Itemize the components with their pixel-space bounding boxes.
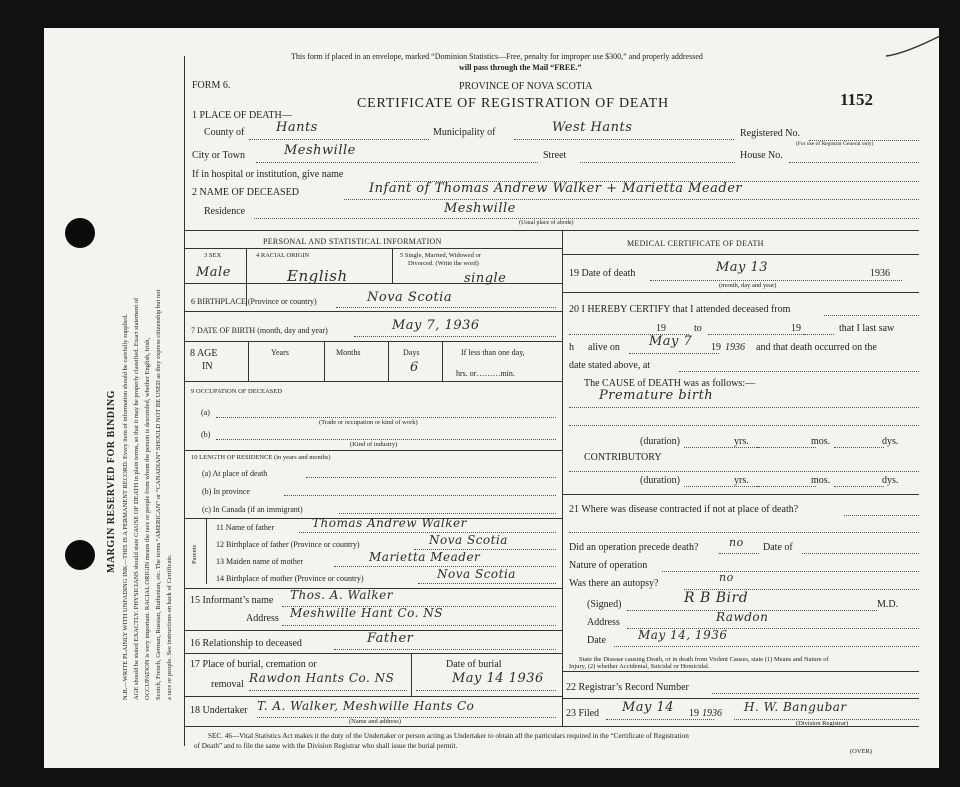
dob-value: May 7, 1936 [392,318,480,333]
margin-line-1: N.B.—WRITE PLAINLY WITH UNFADING INK—THIS IS A PERMANENT RECORD. Every item of information should be carefully supplied. [122,314,129,700]
days-label: Days [403,348,420,357]
residence-label: Residence [204,206,246,217]
informant-address-value: Meshwille Hant Co. NS [290,606,444,620]
duration-label-2: (duration) [640,475,680,486]
filed-date-value: May 14 [622,700,675,715]
medical-header: MEDICAL CERTIFICATE OF DEATH [627,239,764,248]
state-disease-note: State the Disease causing Death, or in death from Violent Causes, state (1) Means and Nature of [579,656,829,663]
age-label: 8 AGE [190,348,218,359]
filed-year-value: 1936 [702,708,722,719]
father-name-value: Thomas Andrew Walker [312,516,467,530]
city-value: Meshwille [284,143,356,158]
registrar-only-note: (For use of Registrar General only) [796,141,874,147]
check-mark-icon [884,34,944,64]
dys-label-2: dys. [882,475,899,486]
removal-label: removal [211,679,244,690]
md-date-value: May 14, 1936 [638,628,728,642]
parents-label: Parents [191,544,198,564]
cause-label: The CAUSE of DEATH was as follows:— [584,378,756,389]
residence-length-label: 10 LENGTH OF RESIDENCE (in years and months) [191,454,331,461]
autopsy-value: no [719,571,734,584]
deceased-name-value: Infant of Thomas Andrew Walker + Marietta Meader [369,181,743,196]
registrar-signature: H. W. Bangubar [744,700,847,714]
city-label: City or Town [192,150,246,161]
residence-a-label: (a) At place of death [202,469,268,478]
county-value: Hants [276,120,318,135]
name-deceased-label: 2 NAME OF DECEASED [192,187,299,198]
form-number: FORM 6. [192,80,231,91]
contributory-label: CONTRIBUTORY [584,452,662,463]
md-date-label: Date [587,635,606,646]
death-certificate [44,28,939,768]
margin-line-4: Scotch, French, German, Russian, Ruthenian, etc. The terms “AMERICAN” or “CANADIAN” SHOULD NOT BE USED as they express citizenship but not [155,289,162,700]
margin-heading: MARGIN RESERVED FOR BINDING [106,390,117,573]
registered-no-label: Registered No. [740,128,800,139]
over-note: (OVER) [850,748,873,755]
sex-label: 3 SEX [204,252,222,259]
alive-19: 19 [711,342,721,353]
division-registrar-note: (Division Registrar) [796,720,849,727]
undertaker-label: 18 Undertaker [190,705,248,716]
certify-19b: 19 [791,323,801,334]
trade-note: (Trade or occupation or kind of work) [319,419,418,426]
father-birth-label: 12 Birthplace of father (Province or country) [216,540,360,549]
dys-label-1: dys. [882,436,899,447]
alive-on-label: alive on [588,342,620,353]
relationship-label: 16 Relationship to deceased [190,638,302,649]
burial-label: 17 Place of burial, cremation or [190,659,317,670]
filed-label: 23 Filed [566,708,600,719]
operation-value: no [729,536,744,549]
date-of-label: Date of [763,542,793,553]
street-label: Street [543,150,567,161]
mother-birth-label: 14 Birthplace of mother (Province or country) [216,574,364,583]
punch-hole-bottom [65,540,95,570]
burial-date-value: May 14 1936 [452,671,544,686]
residence-c-label: (c) In Canada (if an immigrant) [202,505,303,514]
operation-label: Did an operation precede death? [569,542,699,553]
date-stated-label: date stated above, at [569,360,651,371]
registrar-record-label: 22 Registrar’s Record Number [566,682,689,693]
house-no-label: House No. [740,150,783,161]
sex-value: Male [196,265,231,280]
months-label: Months [336,348,361,357]
place-of-death-label: 1 PLACE OF DEATH— [192,110,292,121]
margin-line-2: AGE should be stated EXACTLY. PHYSICIANS should state CAUSE OF DEATH in plain terms, so that it may be properly classified. Exact statement of [133,297,140,700]
municipality-label: Municipality of [433,127,496,138]
notice-line-2: will pass through the Mail “FREE.” [459,63,582,72]
mother-birth-value: Nova Scotia [437,567,516,581]
less-day-label: If less than one day, [461,348,525,357]
residence-b-label: (b) In province [202,487,250,496]
yrs-label-1: yrs. [734,436,749,447]
years-label: Years [271,348,289,357]
hospital-label: If in hospital or institution, give name [192,169,344,180]
industry-note: (Kind of industry) [350,441,398,448]
relationship-value: Father [367,631,414,646]
racial-label: 4 RACIAL ORIGIN [256,252,310,259]
dob-label: 7 DATE OF BIRTH (month, day and year) [191,326,328,335]
marital-label: 5 Single, Married, Widowed or [400,252,481,259]
date-death-label: 19 Date of death [569,268,636,279]
duration-label-1: (duration) [640,436,680,447]
mother-maiden-value: Marietta Meader [369,550,481,564]
municipality-value: West Hants [552,120,633,135]
date-burial-label: Date of burial [446,659,502,670]
death-year-value: 1936 [870,268,890,279]
marital-label-2: Divorced. (Write the word) [408,260,479,267]
hrs-min-label: hrs. or………min. [456,369,515,378]
h-label: h [569,342,574,353]
sec46-line-1: SEC. 46—Vital Statistics Act makes it the duty of the Undertaker or person acting as Undertaker to obtain all the particulars required in the “Certificate of Registration [208,732,689,740]
occupation-a-label: (a) [201,408,210,417]
page-title: CERTIFICATE OF REGISTRATION OF DEATH [357,96,669,111]
mos-label-1: mos. [811,436,831,447]
mos-label-2: mos. [811,475,831,486]
marital-value: single [464,271,507,286]
occupation-b-label: (b) [201,430,211,439]
punch-hole-top [65,218,95,248]
md-label: M.D. [877,599,899,610]
alive-year-value: 1936 [725,342,745,353]
signed-label: (Signed) [587,599,622,610]
autopsy-label: Was there an autopsy? [569,578,659,589]
days-value: 6 [410,360,419,375]
death-date-value: May 13 [716,260,769,275]
margin-line-5: a race or people. See instructions on back of Certificate. [166,554,173,700]
informant-address-label: Address [246,613,279,624]
filed-19: 19 [689,708,699,719]
undertaker-value: T. A. Walker, Meshwille Hants Co [257,699,475,713]
certify-19a: 19 [656,323,666,334]
county-label: County of [204,127,245,138]
residence-value: Meshwille [444,201,516,216]
yrs-label-2: yrs. [734,475,749,486]
birthplace-label: 6 BIRTHPLACE (Province or country) [191,297,317,306]
month-day-year-note: (month, day and year) [719,282,777,289]
certify-label: 20 I HEREBY CERTIFY that I attended deceased from [569,304,791,315]
father-name-label: 11 Name of father [216,523,275,532]
name-address-note: (Name and address) [349,718,401,725]
occupation-label: 9 OCCUPATION OF DECEASED [191,388,282,395]
mother-maiden-label: 13 Maiden name of mother [216,557,304,566]
informant-value: Thos. A. Walker [290,588,393,602]
burial-place-value: Rawdon Hants Co. NS [249,671,395,685]
racial-value: English [287,267,348,285]
signature-value: R B Bird [684,590,749,606]
birthplace-value: Nova Scotia [367,290,453,305]
state-disease-note-2: Injury, (2) whether Accidental, Suicidal or Homicidal. [569,663,710,670]
md-address-value: Rawdon [716,610,769,624]
father-birth-value: Nova Scotia [429,533,508,547]
informant-label: 15 Informant’s name [190,595,274,606]
notice-line-1: This form if placed in an envelope, marked “Dominion Statistics—Free, penalty for improper use $300,” and properly addressed [291,52,703,61]
personal-header: PERSONAL AND STATISTICAL INFORMATION [263,237,442,246]
province: PROVINCE OF NOVA SCOTIA [459,81,593,92]
alive-on-value: May 7 [649,334,693,349]
cause-value: Premature birth [599,388,714,403]
nature-op-label: Nature of operation [569,560,648,571]
q21-label: 21 Where was disease contracted if not at place of death? [569,504,799,515]
age-in-label: IN [202,361,213,372]
usual-place-note: (Usual place of abode) [519,220,574,226]
certify-to: to [694,323,702,334]
certificate-number: 1152 [840,90,874,109]
last-saw-label: that I last saw [839,323,895,334]
margin-line-3: OCCUPATION is very important. RACIAL ORIGIN means the race or people from whom the person is descended, whether English, Irish, [144,337,151,700]
occurred-label: and that death occurred on the [756,342,877,353]
md-address-label: Address [587,617,620,628]
sec46-line-2: of Death” and to file the same with the Division Registrar who shall issue the burial permit. [194,742,458,750]
